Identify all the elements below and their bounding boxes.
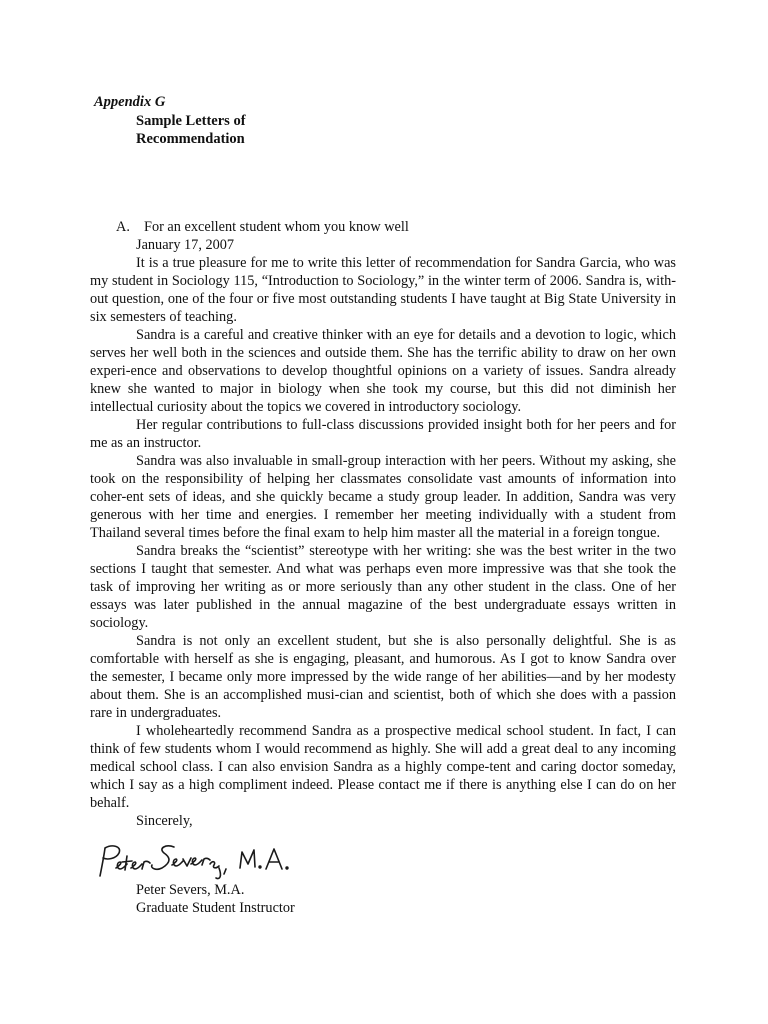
title-line-2: Recommendation xyxy=(136,131,245,147)
letter-date: January 17, 2007 xyxy=(136,237,235,253)
signature-block xyxy=(136,881,295,917)
section-heading-text: For an excellent student whom you know well xyxy=(144,219,409,235)
section-heading xyxy=(90,218,676,236)
recommendation-letter xyxy=(90,218,676,830)
letter-paragraph: I wholeheartedly recommend Sandra as a prospective medical school student. In fact, I can think of few students whom I would recommend as highly. She will add a great deal to any incoming medical school class. I can also envision Sandra as a highly compe-tent and caring doctor someday, which I say as a high compliment indeed. Please contact me if there is anything else I can do on her behalf. xyxy=(90,723,676,811)
title-line-1: Sample Letters of xyxy=(136,113,246,129)
document-title xyxy=(136,112,246,148)
letter-paragraph: Sandra breaks the “scientist” stereotype with her writing: she was the best writer in the two sections I taught that semester. And what was perhaps even more impressive was that she took the task of improving her writing as or more seriously than any other student in the class. One of her essays was later published in the annual magazine of the best undergraduate essays written in sociology. xyxy=(90,543,676,631)
letter-paragraph: Sandra is a careful and creative thinker with an eye for details and a devotion to logic, which serves her well both in the sciences and outside them. She has the terrific ability to draw on her own experi-ence and observations to develop thoughtful opinions on a variety of issues. Sandra already knew she wanted to major in biology when she took my course, but this did not diminish her intellectual curiosity about the topics we covered in introductory sociology. xyxy=(90,327,676,415)
letter-closing: Sincerely, xyxy=(136,813,193,829)
appendix-label: Appendix G xyxy=(94,94,166,110)
letter-paragraph: Her regular contributions to full-class discussions provided insight both for her peers and for me as an instructor. xyxy=(90,417,676,451)
handwritten-signature xyxy=(92,838,304,882)
section-marker: A. xyxy=(116,219,130,235)
signer-name: Peter Severs, M.A. xyxy=(136,882,245,898)
letter-paragraph: It is a true pleasure for me to write this letter of recommendation for Sandra Garcia, who was my student in Sociology 115, “Introduction to Sociology,” in the winter term of 2006. Sandra is, with-out question, one of the four or five most outstanding students I have taught at Big State University in six semesters of teaching. xyxy=(90,255,676,325)
letter-paragraph: Sandra is not only an excellent student, but she is also personally delightful. She is as comfortable with herself as she is engaging, pleasant, and humorous. As I got to know Sandra over the semester, I became only more impressed by the wide range of her abilities—and by her modesty about them. She is an accomplished musi-cian and scientist, both of which she does with a passion rare in undergraduates. xyxy=(90,633,676,721)
letter-paragraph: Sandra was also invaluable in small-group interaction with her peers. Without my asking, she took on the responsibility of helping her classmates consolidate vast amounts of information into coher-ent sets of ideas, and she quickly became a study group leader. In addition, Sandra was very generous with her time and energies. I remember her meeting individually with a student from Thailand several times before the final exam to help him master all the material in a foreign tongue. xyxy=(90,453,676,541)
signer-title: Graduate Student Instructor xyxy=(136,900,295,916)
